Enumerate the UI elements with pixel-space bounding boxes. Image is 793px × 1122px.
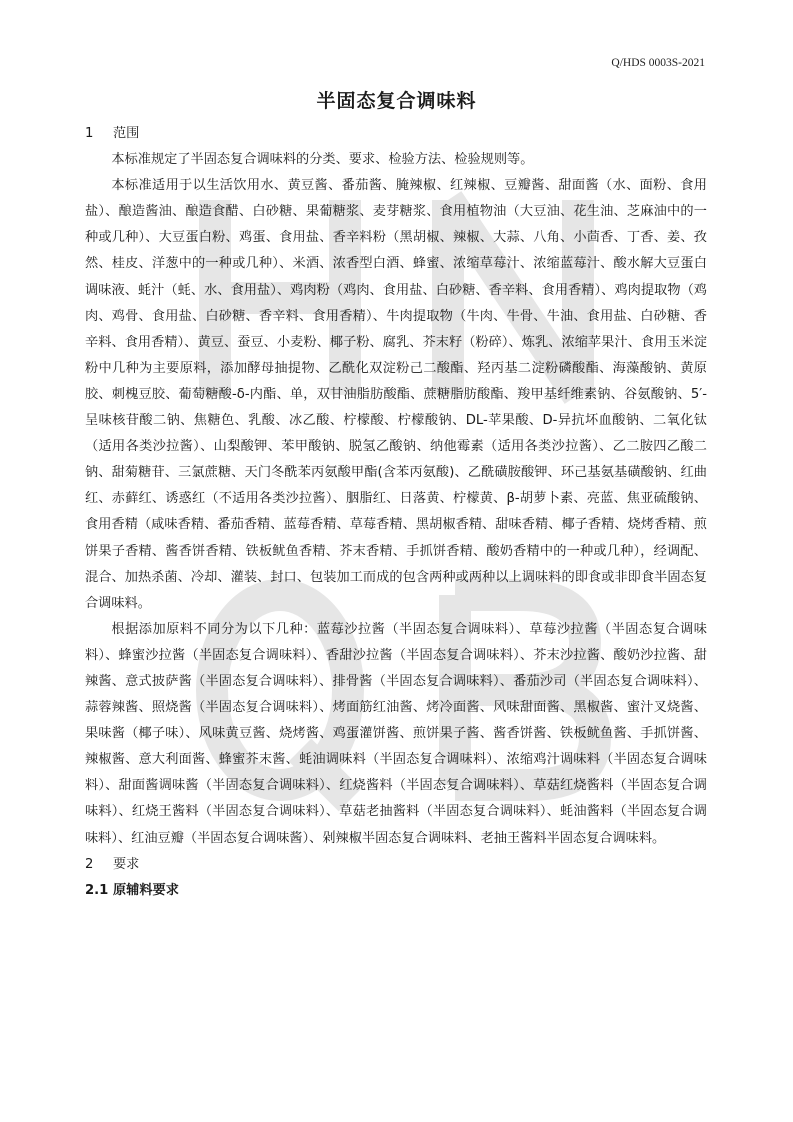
section-1-heading [85, 121, 707, 147]
section-2-1-title: 原辅料要求 [112, 882, 179, 898]
section-2-1-number: 2.1 [85, 882, 109, 898]
document-code: Q/HDS 0003S-2021 [611, 57, 705, 69]
document-title: 半固态复合调味料 [316, 90, 477, 112]
section-2-title: 要求 [113, 856, 140, 872]
section-1-title: 范围 [113, 126, 140, 141]
section-2-1-heading [85, 878, 707, 904]
document-body [85, 121, 707, 904]
section-1-number: 1 [85, 126, 94, 141]
classification-paragraph: 根据添加原料不同分为以下几种：蓝莓沙拉酱（半固态复合调味料）、草莓沙拉酱（半固态复合调味料）、蜂蜜沙拉酱（半固态复合调味料）、香甜沙拉酱（半固态复合调味料）、芥末沙拉酱、酸奶沙拉酱、甜辣酱、意式披萨酱（半固态复合调味料）、排骨酱（半固态复合调味料）、番茄沙司（半固态复合调味料）、蒜蓉辣酱、照烧酱（半固态复合调味料）、烤面筋红油酱、烤冷面酱、风味甜面酱、黑椒酱、蜜汁叉烧酱、果味酱（椰子味）、风味黄豆酱、烧烤酱、鸡蛋灌饼酱、煎饼果子酱、酱香饼酱、铁板鱿鱼酱、手抓饼酱、辣椒酱、意大利面酱、蜂蜜芥末酱、蚝油调味料（半固态复合调味料）、浓缩鸡汁调味料（半固态复合调味料）、甜面酱调味酱（半固态复合调味料）、红烧酱料（半固态复合调味料）、草菇红烧酱料（半固态复合调味料）、红烧王酱料（半固态复合调味料）、草菇老抽酱料（半固态复合调味料）、蚝油酱料（半固态复合调味料）、红油豆瓣（半固态复合调味酱）、剁辣椒半固态复合调味料、老抽王酱料半固态复合调味料。 [85, 621, 707, 846]
section-2-heading [85, 852, 707, 878]
section-2-number: 2 [85, 856, 94, 872]
applicability-paragraph: 本标准适用于以生活饮用水、黄豆酱、番茄酱、腌辣椒、红辣椒、豆瓣酱、甜面酱（水、面粉、食用盐）、酿造酱油、酿造食醋、白砂糖、果葡糖浆、麦芽糖浆、食用植物油（大豆油、花生油、芝麻油中的一种或几种）、大豆蛋白粉、鸡蛋、食用盐、香辛料粉（黑胡椒、辣椒、大蒜、八角、小茴香、丁香、姜、孜然、桂皮、洋葱中的一种或几种）、米酒、浓香型白酒、蜂蜜、浓缩草莓汁、浓缩蓝莓汁、酸水解大豆蛋白调味液、蚝汁（蚝、水、食用盐）、鸡肉粉（鸡肉、食用盐、白砂糖、香辛料、食用香精）、鸡肉提取物（鸡肉、鸡骨、食用盐、白砂糖、香辛料、食用香精）、牛肉提取物（牛肉、牛骨、牛油、食用盐、白砂糖、香辛料、食用香精）、黄豆、蚕豆、小麦粉、椰子粉、腐乳、芥末籽（粉碎）、炼乳、浓缩苹果汁、食用玉米淀粉中几种为主要原料，添加酵母抽提物、乙酰化双淀粉己二酸酯、羟丙基二淀粉磷酸酯、海藻酸钠、黄原胶、刺槐豆胶、葡萄糖酸-δ-内酯、单，双甘油脂肪酸酯、蔗糖脂肪酸酯、羧甲基纤维素钠、谷氨酸钠、5′-呈味核苷酸二钠、焦糖色、乳酸、冰乙酸、柠檬酸、柠檬酸钠、DL-苹果酸、D-异抗坏血酸钠、二氧化钛（适用各类沙拉酱）、山梨酸钾、苯甲酸钠、脱氢乙酸钠、纳他霉素（适用各类沙拉酱）、乙二胺四乙酸二钠、甜菊糖苷、三氯蔗糖、天门冬酰苯丙氨酸甲酯(含苯丙氨酸)、乙酰磺胺酸钾、环己基氨基磺酸钠、红曲红、赤藓红、诱惑红（不适用各类沙拉酱）、胭脂红、日落黄、柠檬黄、β-胡萝卜素、亮蓝、焦亚硫酸钠、食用香精（咸味香精、番茄香精、蓝莓香精、草莓香精、黑胡椒香精、甜味香精、椰子香精、烧烤香精、煎饼果子香精、酱香饼香精、铁板鱿鱼香精、芥末香精、手抓饼香精、酸奶香精中的一种或几种），经调配、混合、加热杀菌、冷却、灌装、封口、包装加工而成的包含两种或两种以上调味料的即食或非即食半固态复合调味料。 [85, 178, 707, 611]
scope-paragraph: 本标准规定了半固态复合调味料的分类、要求、检验方法、检验规则等。 [111, 152, 534, 168]
